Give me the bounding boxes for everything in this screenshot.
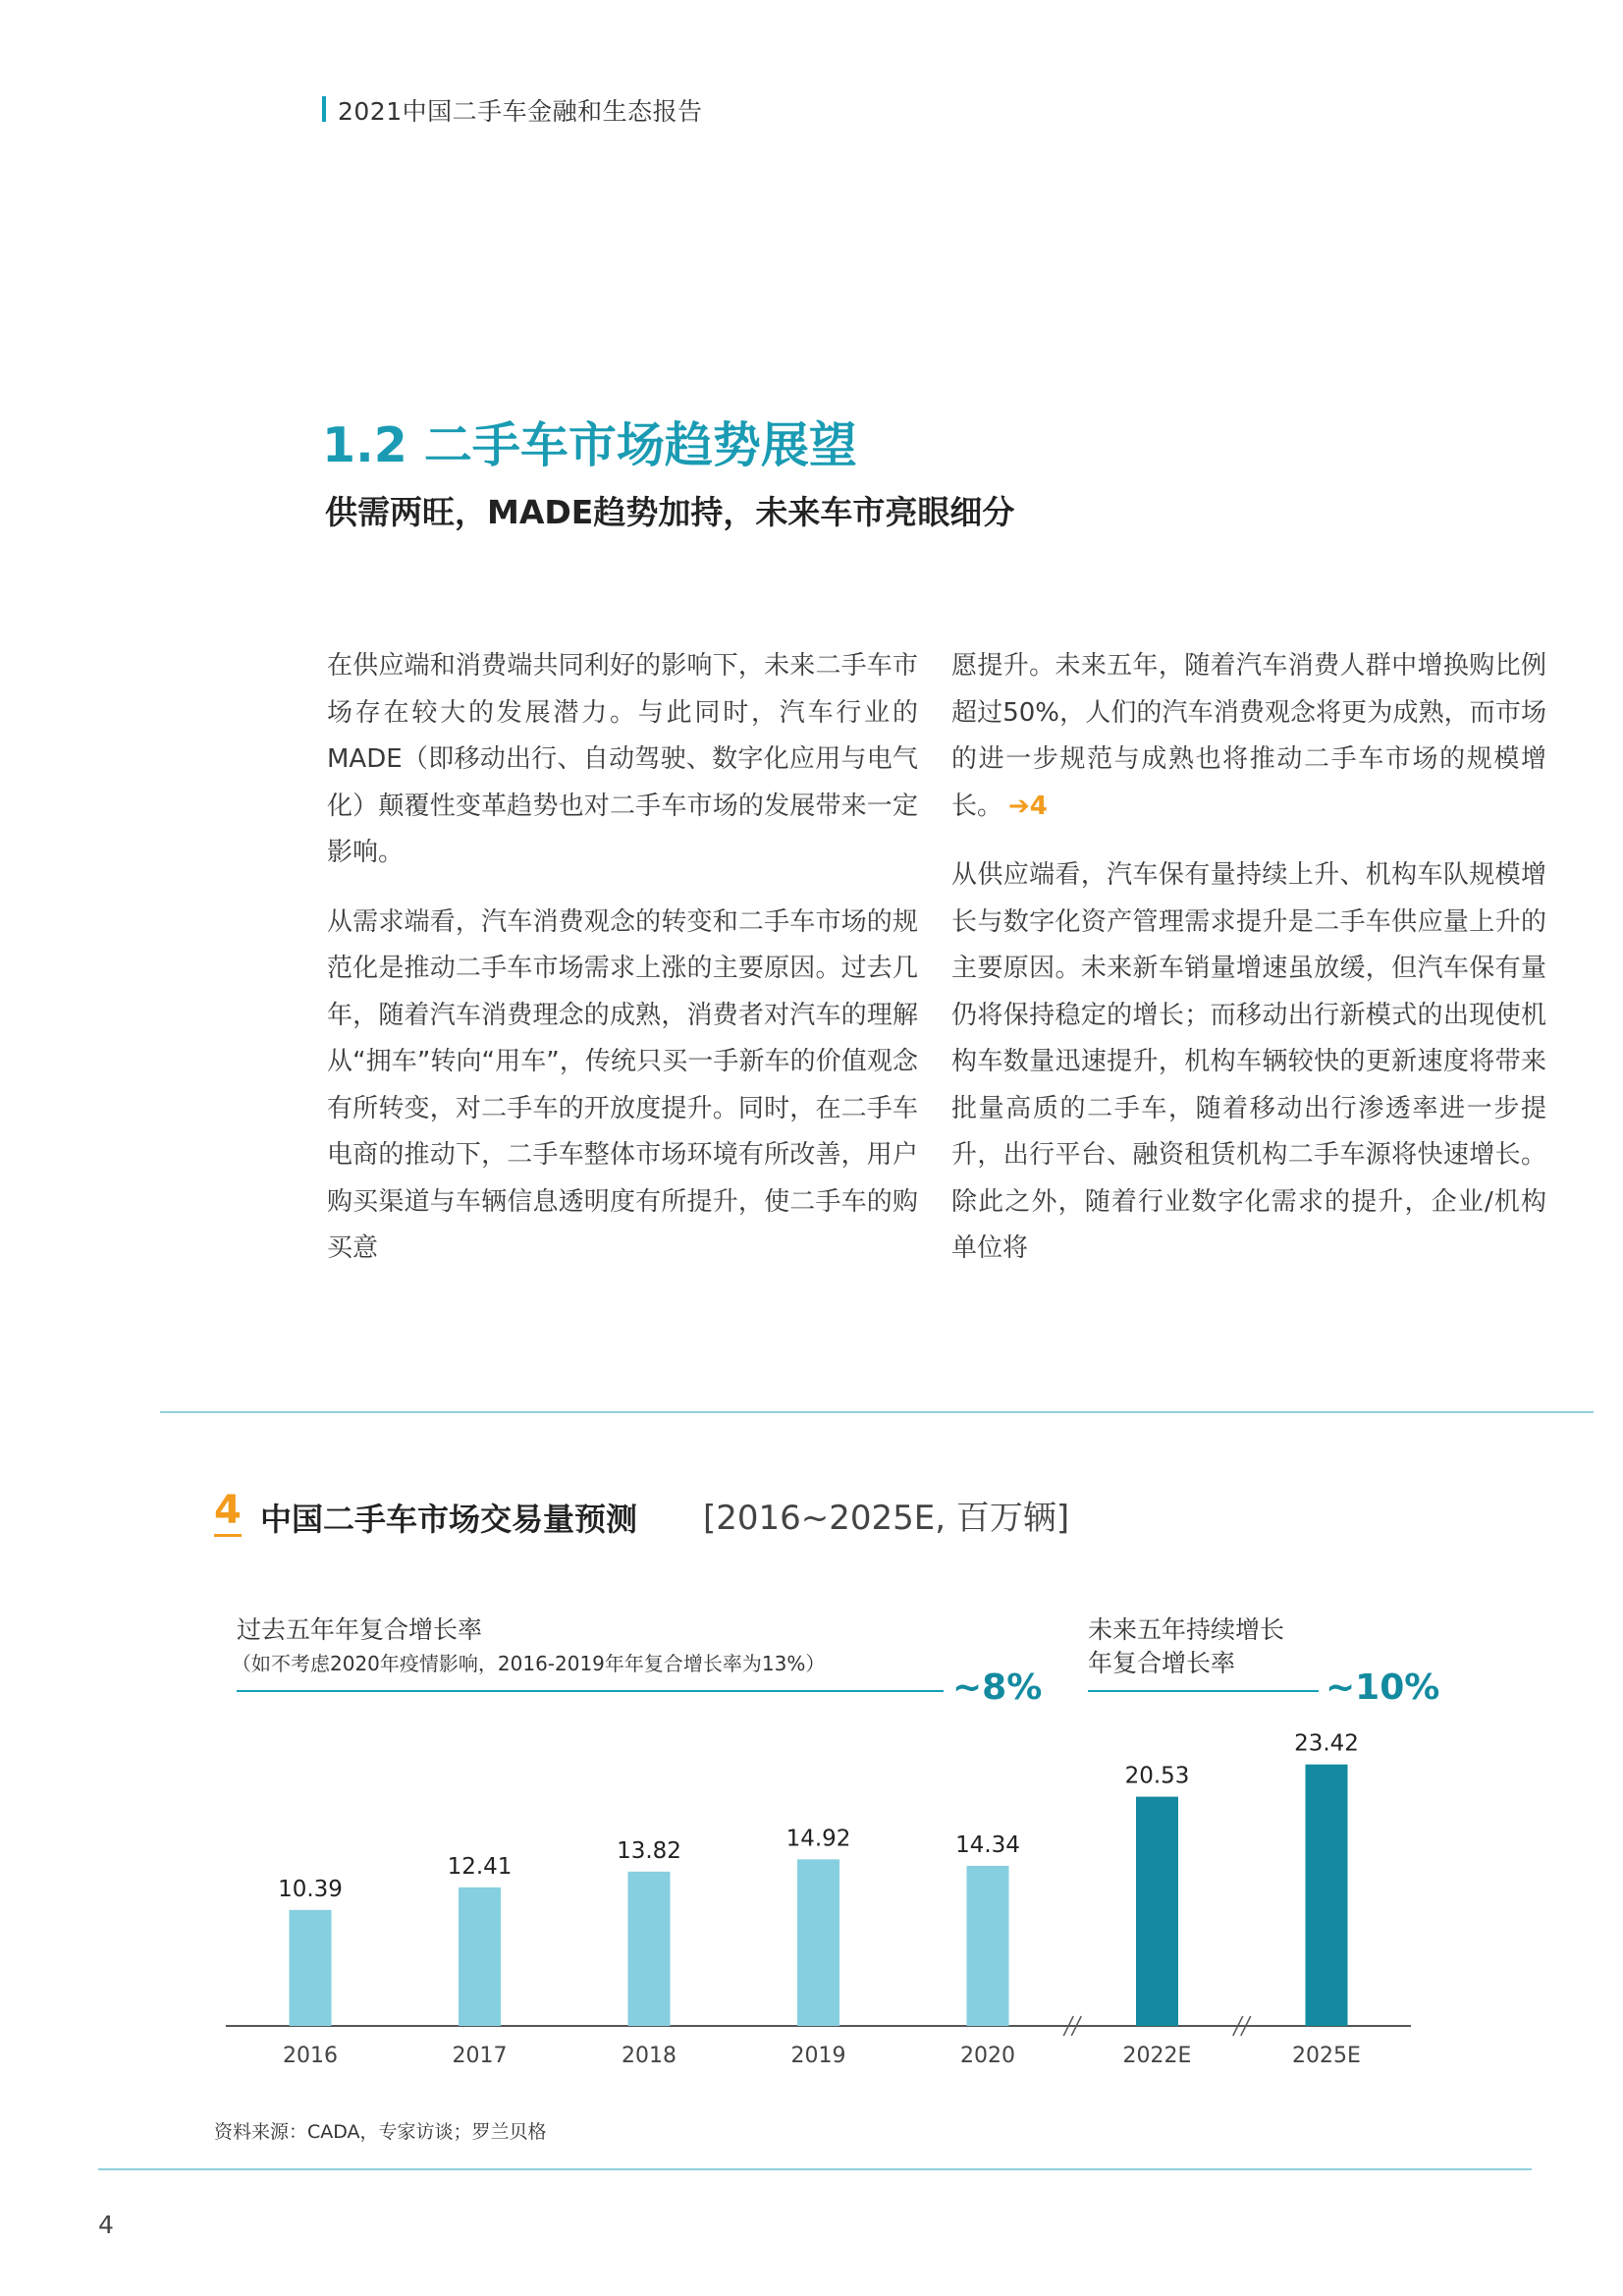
body-paragraph: 在供应端和消费端共同利好的影响下，未来二手车市场存在较大的发展潜力。与此同时，汽车行业的MADE（即移动出行、自动驾驶、数字化应用与电气化）颠覆性变革趋势也对二手车市场的发展带来一定影响。 — [327, 651, 918, 867]
figure-source: 资料来源：CADA，专家访谈；罗兰贝格 — [214, 2121, 547, 2143]
section-title: 1.2 二手车市场趋势展望 — [322, 417, 857, 473]
bar — [1306, 1765, 1348, 2026]
axis-break-mark — [1241, 2016, 1251, 2036]
past-cagr-value: ~8% — [952, 1667, 1043, 1708]
figure-number: 4 — [214, 1489, 242, 1537]
axis-break-mark — [1071, 2016, 1081, 2036]
x-tick-label: 2019 — [790, 2044, 846, 2068]
future-cagr-value: ~10% — [1325, 1667, 1440, 1708]
figure-title: 中国二手车市场交易量预测 — [260, 1501, 638, 1538]
x-tick-label: 2016 — [283, 2044, 338, 2068]
x-tick-label: 2017 — [452, 2044, 508, 2068]
x-tick-label: 2020 — [960, 2044, 1015, 2068]
figure-unit: [2016~2025E, 百万辆] — [703, 1499, 1070, 1538]
body-paragraph: 从需求端看，汽车消费观念的转变和二手车市场的规范化是推动二手车市场需求上涨的主要原因。过去几年，随着汽车消费理念的成熟，消费者对汽车的理解从“拥车”转向“用车”，传统只买一手新车的价值观念有所转变，对二手车的开放度提升。同时，在二手车电商的推动下，二手车整体市场环境有所改善，用户购买渠道与车辆信息透明度有所提升，使二手车的购买意 — [327, 906, 918, 1263]
header-accent-bar — [322, 96, 326, 122]
section-subtitle: 供需两旺，MADE趋势加持，未来车市亮眼细分 — [325, 493, 1015, 531]
bar — [459, 1887, 501, 2026]
bar — [628, 1872, 671, 2026]
future-cagr-line — [1088, 1690, 1319, 1692]
x-tick-label: 2018 — [622, 2044, 676, 2068]
x-tick-label: 2025E — [1292, 2044, 1361, 2068]
bar — [290, 1910, 332, 2026]
body-paragraph — [951, 643, 1546, 830]
body-paragraph-text: 愿提升。未来五年，随着汽车消费人群中增换购比例超过50%，人们的汽车消费观念将更为成熟，而市场的进一步规范与成熟也将推动二手车市场的规模增长。 — [951, 651, 1546, 821]
bar-value-label: 14.92 — [785, 1826, 851, 1852]
future-cagr-label-2: 年复合增长率 — [1088, 1649, 1236, 1677]
past-cagr-note: （如不考虑2020年疫情影响，2016-2019年年复合增长率为13%） — [232, 1652, 826, 1675]
x-tick-label: 2022E — [1122, 2044, 1192, 2068]
bar — [797, 1859, 839, 2026]
bar-value-label: 20.53 — [1124, 1763, 1190, 1789]
axis-break-mark — [1233, 2016, 1243, 2036]
bar-value-label: 23.42 — [1294, 1730, 1359, 1757]
past-cagr-label: 过去五年年复合增长率 — [237, 1615, 483, 1644]
report-title: 2021中国二手车金融和生态报告 — [338, 97, 703, 126]
bar — [1136, 1797, 1178, 2026]
figure-top-divider — [160, 1411, 1594, 1413]
figure-reference-link[interactable]: ➔4 — [1008, 791, 1048, 821]
bar-value-label: 10.39 — [278, 1876, 343, 1902]
bar-value-label: 12.41 — [447, 1853, 513, 1880]
axis-break-mark — [1063, 2016, 1073, 2036]
bar-value-label: 14.34 — [955, 1831, 1020, 1858]
future-cagr-label: 未来五年持续增长 — [1088, 1615, 1285, 1644]
footer-divider — [98, 2168, 1532, 2170]
bar — [967, 1866, 1009, 2026]
past-cagr-line — [237, 1690, 944, 1692]
body-paragraph: 从供应端看，汽车保有量持续上升、机构车队规模增长与数字化资产管理需求提升是二手车供应量上升的主要原因。未来新车销量增速虽放缓，但汽车保有量仍将保持稳定的增长；而移动出行新模式的出现使机构车数量迅速提升，机构车辆较快的更新速度将带来批量高质的二手车，随着移动出行渗透率进一步提升，出行平台、融资租赁机构二手车源将快速增长。除此之外，随着行业数字化需求的提升，企业/机构单位将 — [951, 860, 1546, 1263]
body-left-column — [327, 643, 918, 1295]
page-number: 4 — [98, 2211, 114, 2239]
bar-value-label: 13.82 — [617, 1837, 681, 1864]
body-right-column — [951, 643, 1546, 1295]
